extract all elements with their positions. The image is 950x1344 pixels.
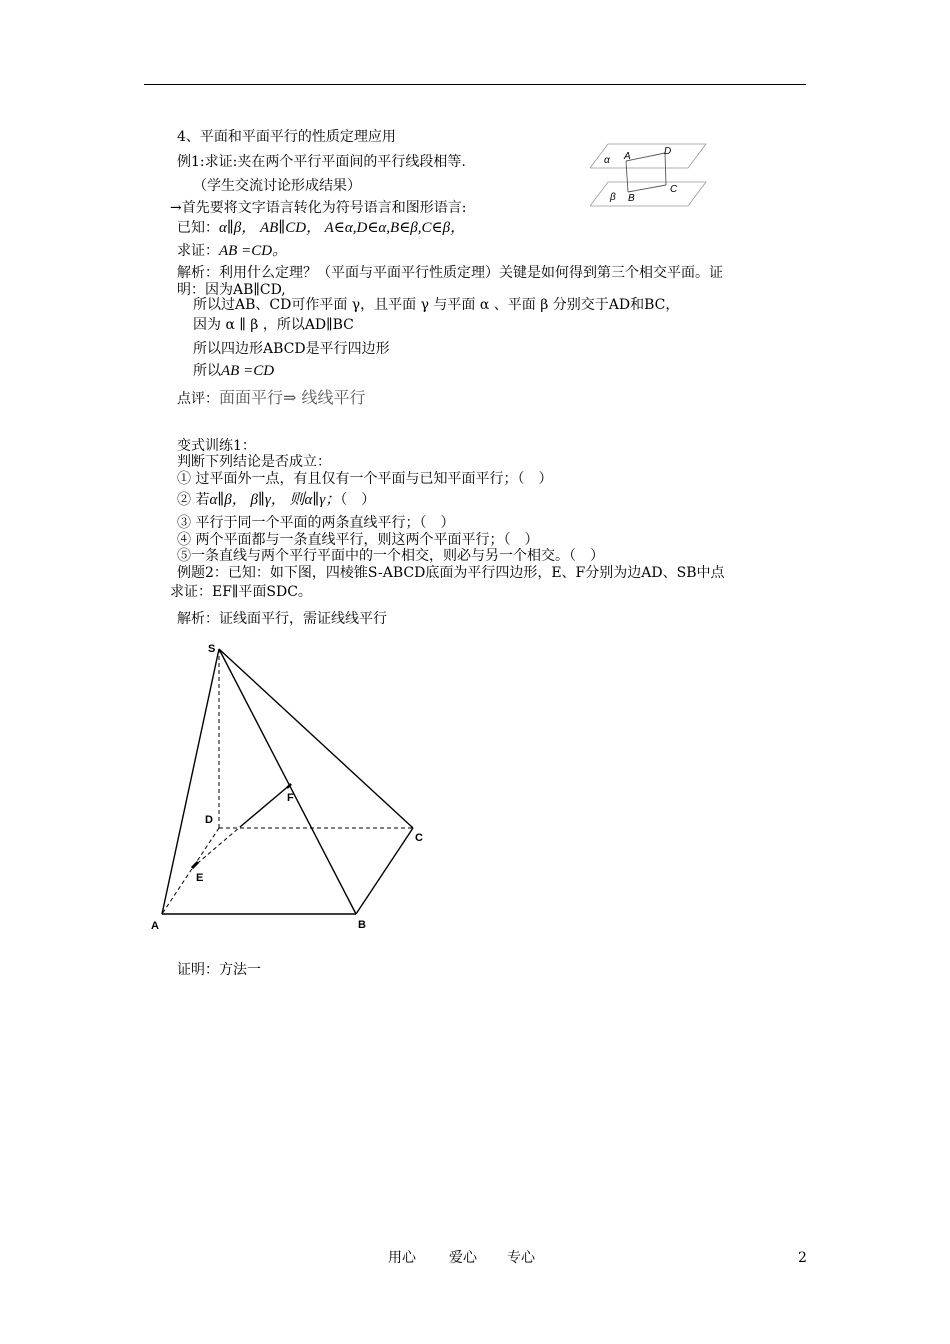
comment-line bbox=[177, 389, 366, 408]
label-c: C bbox=[415, 832, 423, 844]
analysis-6-math: AB =CD bbox=[221, 363, 275, 379]
pyramid-figure bbox=[145, 638, 435, 934]
footer-motto-3: 专心 bbox=[507, 1250, 535, 1266]
label-alpha: α bbox=[604, 155, 610, 166]
variation-prompt: 判断下列结论是否成立： bbox=[177, 454, 331, 470]
segment-ef-solid bbox=[240, 784, 291, 827]
analysis-6-label: 所以 bbox=[193, 363, 221, 379]
given-label: 已知： bbox=[177, 220, 219, 236]
example1-discussion: （学生交流讨论形成结果） bbox=[193, 178, 361, 194]
edge-sa bbox=[162, 649, 219, 914]
analysis-line-6 bbox=[193, 362, 274, 380]
label-b: B bbox=[628, 193, 635, 204]
variation-item-3: ③ 平行于同一个平面的两条直线平行；（ ） bbox=[177, 515, 455, 531]
segment-ab bbox=[626, 161, 628, 192]
variation-item-1: ① 过平面外一点，有且仅有一个平面与已知平面平行；（ ） bbox=[177, 471, 553, 487]
segment-ad bbox=[626, 153, 665, 161]
segment-ef-dashed bbox=[192, 827, 240, 868]
item2-suffix: （ ） bbox=[340, 492, 376, 508]
footer-motto-1: 用心 bbox=[388, 1250, 416, 1266]
example1-prove bbox=[177, 242, 287, 260]
item2-math: α∥β， β∥γ， 则α∥γ； bbox=[209, 492, 341, 508]
analysis-line-1: 解析：利用什么定理？（平面与平面平行性质定理）关键是如何得到第三个相交平面。证 bbox=[177, 265, 723, 281]
variation-title: 变式训练1： bbox=[177, 438, 256, 454]
variation-item-5: ⑤一条直线与两个平行平面中的一个相交，则必与另一个相交。（ ） bbox=[177, 548, 604, 564]
label-s: S bbox=[208, 643, 216, 655]
header-rule bbox=[144, 84, 806, 85]
variation-item-2 bbox=[177, 491, 375, 509]
proof-label: 证明：方法一 bbox=[177, 962, 261, 978]
comment-text: 面面平行⇒ 线线平行 bbox=[219, 388, 366, 407]
given-math: α∥β， AB∥CD， A∈α,D∈α,B∈β,C∈β， bbox=[219, 220, 466, 236]
label-b: B bbox=[358, 919, 366, 931]
label-e: E bbox=[196, 872, 204, 884]
analysis-line-2: 明：因为AB∥CD, bbox=[177, 282, 286, 298]
comment-label: 点评： bbox=[177, 391, 219, 407]
edge-bc bbox=[356, 828, 413, 914]
example1-arrow-note: →首先要将文字语言转化为符号语言和图形语言: bbox=[170, 200, 467, 216]
example1-title: 例1:求证:夹在两个平行平面间的平行线段相等. bbox=[177, 154, 466, 170]
parallel-planes-figure bbox=[590, 138, 715, 210]
point-e-mark bbox=[192, 862, 198, 868]
label-a: A bbox=[624, 151, 631, 162]
label-f: F bbox=[287, 792, 294, 804]
analysis-line-4: 因为 α ∥ β ，所以AD∥BC bbox=[193, 317, 354, 333]
prove-label: 求证： bbox=[177, 243, 219, 259]
section-title: 4、平面和平面平行的性质定理应用 bbox=[177, 129, 396, 145]
prove-math: AB =CD。 bbox=[219, 243, 288, 259]
footer-motto-2: 爱心 bbox=[449, 1250, 477, 1266]
page-number: 2 bbox=[798, 1250, 807, 1266]
example2-analysis: 解析：证线面平行，需证线线平行 bbox=[177, 611, 387, 627]
edge-sb bbox=[219, 649, 356, 914]
segment-bc bbox=[628, 185, 666, 192]
item2-prefix: ② 若 bbox=[177, 492, 210, 508]
example2-line-1: 例题2：已知：如下图，四棱锥S-ABCD底面为平行四边形，E、F分别为边AD、SB中点 bbox=[177, 565, 725, 581]
label-beta: β bbox=[610, 192, 616, 203]
label-d: D bbox=[664, 146, 672, 157]
example1-given bbox=[177, 219, 465, 237]
edge-sc bbox=[219, 649, 413, 828]
analysis-line-3: 所以过AB、CD可作平面 γ，且平面 γ 与平面 α 、平面 β 分别交于AD和BC， bbox=[193, 297, 680, 313]
analysis-line-5: 所以四边形ABCD是平行四边形 bbox=[193, 341, 390, 357]
label-c: C bbox=[670, 184, 678, 195]
example2-line-2: 求证：EF∥平面SDC。 bbox=[170, 584, 312, 600]
segment-dc bbox=[665, 153, 666, 185]
plane-beta bbox=[590, 182, 706, 206]
variation-item-4: ④ 两个平面都与一条直线平行，则这两个平面平行；（ ） bbox=[177, 532, 539, 548]
label-a: A bbox=[151, 920, 159, 932]
label-d: D bbox=[205, 814, 213, 826]
